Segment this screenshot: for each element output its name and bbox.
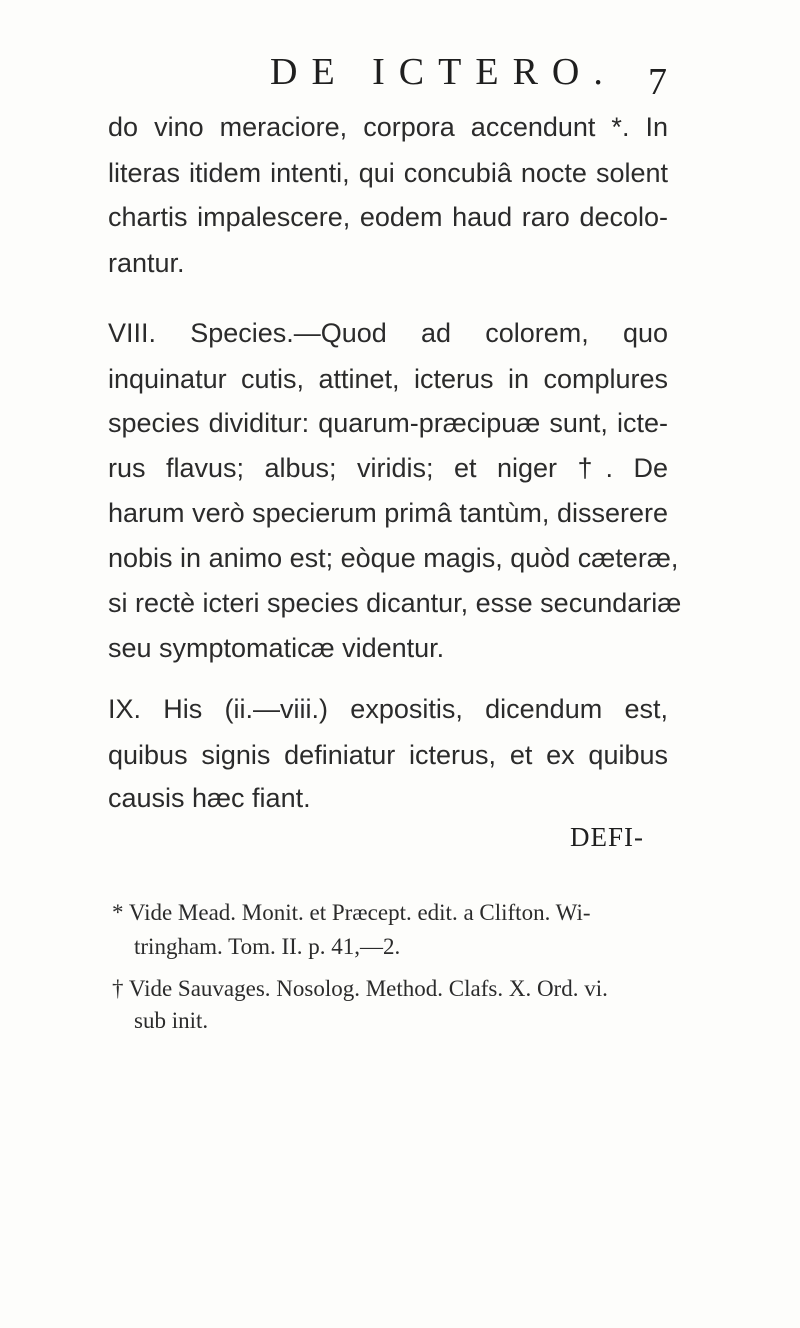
text-line: do vino meraciore, corpora accendunt *. In	[108, 112, 668, 142]
page-number: 7	[648, 61, 667, 103]
section-viii-line: species dividitur: quarum-præcipuæ sunt, icte-	[108, 408, 668, 438]
section-viii-line: seu symptomaticæ videntur.	[108, 633, 445, 663]
footnote-line: tringham. Tom. II. p. 41,—2.	[134, 934, 401, 959]
footnote-line: sub init.	[134, 1008, 209, 1033]
text-line: literas itidem intenti, qui concubiâ nocte solent	[108, 158, 668, 188]
section-viii-line: si rectè icteri species dicantur, esse secundariæ	[108, 588, 682, 618]
text-line: rantur.	[108, 248, 185, 278]
section-viii-line: inquinatur cutis, attinet, icterus in complures	[108, 364, 668, 394]
footnote-line: † Vide Sauvages. Nosolog. Method. Clafs. X. Ord. vi.	[112, 976, 608, 1001]
section-viii-line: rus flavus; albus; viridis; et niger †. De	[108, 453, 668, 483]
section-ix-line: causis hæc fiant.	[108, 783, 311, 813]
running-head	[0, 50, 800, 103]
section-viii-line: VIII. Species.—Quod ad colorem, quo	[108, 318, 668, 348]
text-line: chartis impalescere, eodem haud raro decolo-	[108, 202, 668, 232]
section-viii-line: nobis in animo est; eòque magis, quòd cæteræ,	[108, 543, 679, 573]
section-ix-line: IX. His (ii.—viii.) expositis, dicendum est,	[108, 694, 668, 724]
section-ix-line: quibus signis definiatur icterus, et ex quibus	[108, 740, 668, 770]
catchword: DEFI-	[570, 822, 644, 852]
section-viii-line: harum verò specierum primâ tantùm, disserere	[108, 498, 668, 528]
running-title: DE ICTERO.	[270, 51, 617, 93]
footnote-line: * Vide Mead. Monit. et Præcept. edit. a Clifton. Wi-	[112, 900, 591, 925]
